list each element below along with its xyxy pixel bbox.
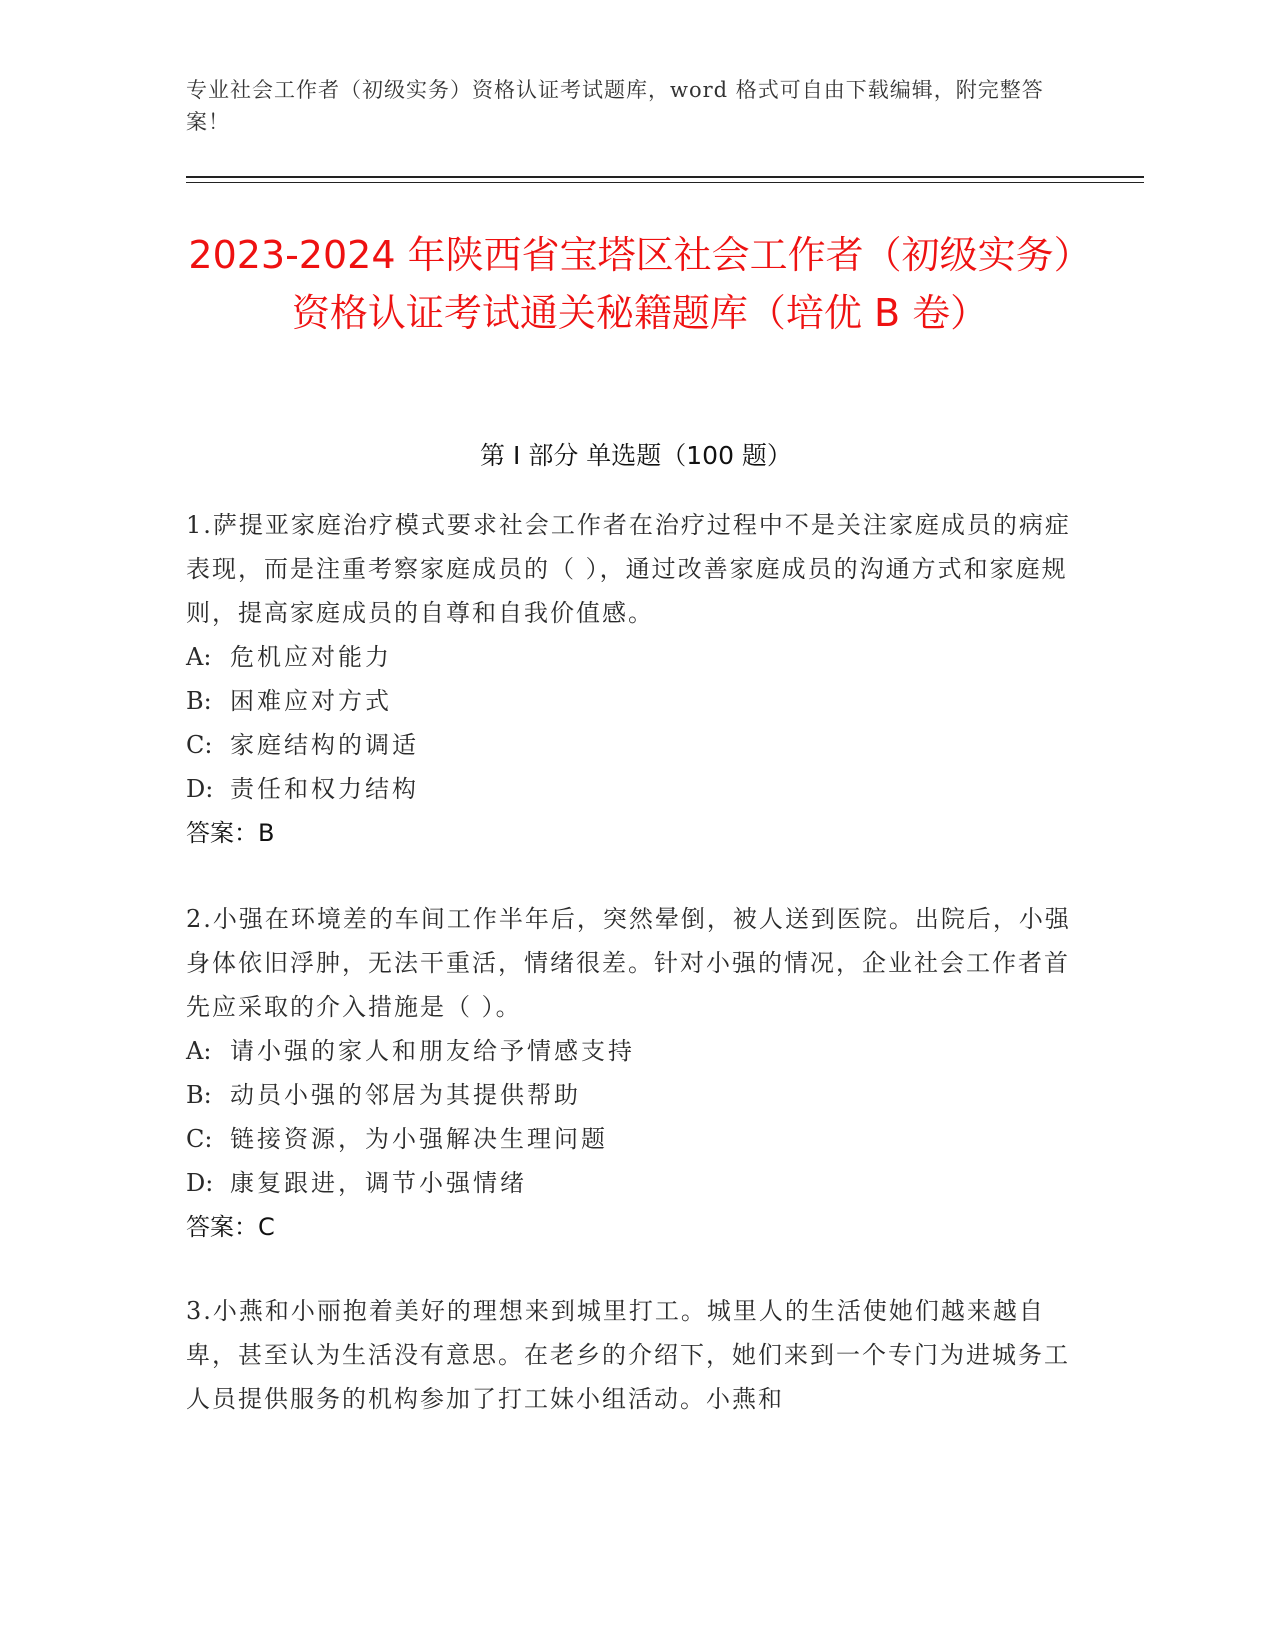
option-a — [186, 635, 1076, 679]
option-key: C: — [186, 1125, 213, 1153]
answer: 答案：B — [186, 819, 275, 847]
option-text: 康复跟进，调节小强情绪 — [230, 1169, 527, 1197]
option-key: B: — [186, 1081, 212, 1109]
option-key: D: — [186, 775, 214, 803]
option-key: C: — [186, 731, 213, 759]
question-stem: 2.小强在环境差的车间工作半年后，突然晕倒，被人送到医院。出院后，小强身体依旧浮肿，无法干重活，情绪很差。针对小强的情况，企业社会工作者首先应采取的介入措施是（ ）。 — [186, 905, 1071, 1021]
question-3 — [186, 1289, 1076, 1421]
header-rule-thick — [186, 176, 1144, 178]
option-c — [186, 1117, 1076, 1161]
option-text: 危机应对能力 — [230, 643, 392, 671]
header-rule-thin — [186, 182, 1144, 183]
option-text: 困难应对方式 — [230, 687, 392, 715]
section-title: 第 I 部分 单选题（100 题） — [480, 441, 792, 470]
question-stem: 1.萨提亚家庭治疗模式要求社会工作者在治疗过程中不是关注家庭成员的病症表现，而是注重考察家庭成员的（ ），通过改善家庭成员的沟通方式和家庭规则，提高家庭成员的自尊和自我价值感。 — [186, 511, 1071, 627]
option-text: 请小强的家人和朋友给予情感支持 — [230, 1037, 635, 1065]
question-2 — [186, 897, 1076, 1249]
option-b — [186, 679, 1076, 723]
option-text: 动员小强的邻居为其提供帮助 — [230, 1081, 581, 1109]
document-title: 2023-2024 年陕西省宝塔区社会工作者（初级实务）资格认证考试通关秘籍题库（培优 B 卷） — [188, 233, 1092, 335]
option-key: A: — [186, 643, 212, 671]
option-key: B: — [186, 687, 212, 715]
question-1 — [186, 503, 1076, 855]
option-a — [186, 1029, 1076, 1073]
question-stem: 3.小燕和小丽抱着美好的理想来到城里打工。城里人的生活使她们越来越自卑，甚至认为生活没有意思。在老乡的介绍下，她们来到一个专门为进城务工人员提供服务的机构参加了打工妹小组活动。小燕和 — [186, 1297, 1070, 1413]
answer: 答案：C — [186, 1213, 275, 1241]
option-text: 链接资源，为小强解决生理问题 — [230, 1125, 608, 1153]
option-key: A: — [186, 1037, 212, 1065]
option-d — [186, 1161, 1076, 1205]
header-note: 专业社会工作者（初级实务）资格认证考试题库，word 格式可自由下载编辑，附完整答案！ — [186, 78, 1044, 134]
option-d — [186, 767, 1076, 811]
option-text: 家庭结构的调适 — [230, 731, 419, 759]
option-c — [186, 723, 1076, 767]
option-key: D: — [186, 1169, 214, 1197]
option-text: 责任和权力结构 — [230, 775, 419, 803]
option-b — [186, 1073, 1076, 1117]
